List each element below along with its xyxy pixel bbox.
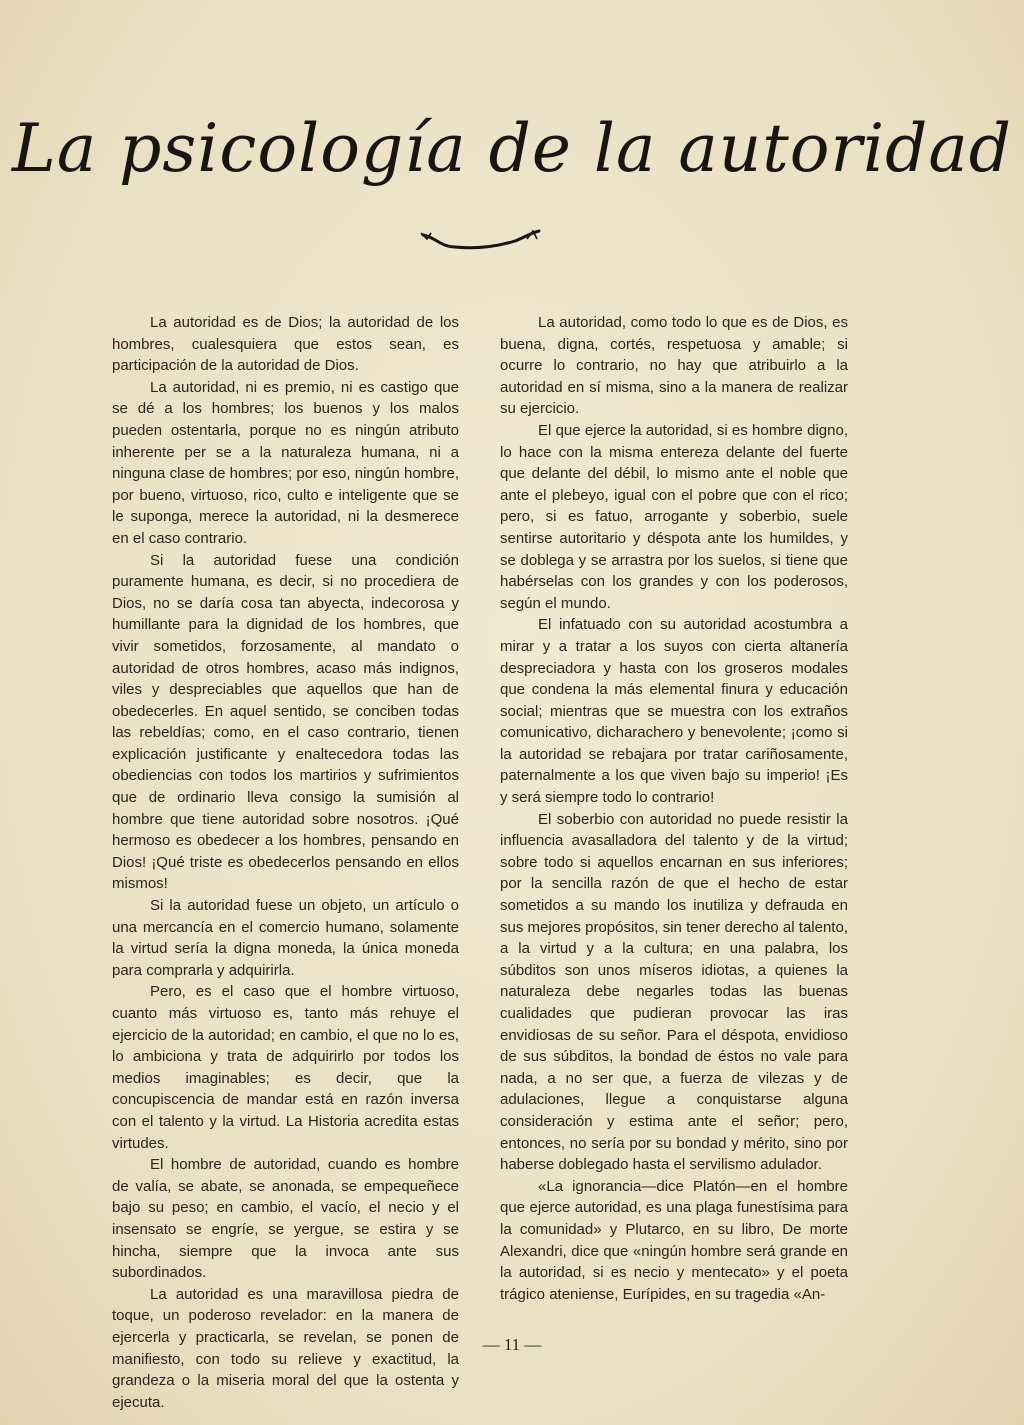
paragraph: El que ejerce la autoridad, si es hombre digno, lo hace con la misma entereza delante del fuerte que delante del débil, lo mismo ante el noble que ante el plebeyo, igual con el pobre que con el rico; pero, si es fatuo, arrogante y soberbio, suele sentirse autoritario y déspota ante los humildes, y se doblega y se arrastra por los suelos, si tiene que habérselas con los grandes y con los poderosos, según el mundo. — [500, 421, 848, 612]
left-text-column — [112, 312, 459, 1413]
paragraph: El infatuado con su autoridad acostumbra a mirar y a tratar a los suyos con cierta altanería despreciadora y hasta con los groseros modales que condena la más elemental finura y educación social; mientras que se muestra con los extraños comunicativo, dicharachero y benevolente; ¡como si la autoridad se rebajara por tratar cariñosamente, paternalmente a los que viven bajo su imperio! ¡Es y será siempre todo lo contrario! — [500, 616, 848, 807]
paragraph: La autoridad, como todo lo que es de Dios, es buena, digna, cortés, respetuosa y amable; si ocurre lo contrario, no hay que atribuirlo a la autoridad en sí misma, sino a la manera de realizar su ejercicio. — [500, 314, 848, 418]
paragraph: Pero, es el caso que el hombre virtuoso, cuanto más virtuoso es, tanto más rehuye el ejercicio de la autoridad; en cambio, el que no lo es, lo ambiciona y trata de adquirirlo por todos los medios imaginables; es decir, que la concupiscencia de mandar está en razón inversa con el talento y la virtud. La Historia acredita estas virtudes. — [112, 983, 459, 1152]
paragraph: La autoridad es una maravillosa piedra de toque, un poderoso revelador: en la manera de ejercerla y practicarla, se revelan, se ponen de manifiesto, con todo su relieve y exactitud, la grandeza o la miseria moral del que la ostenta y ejecuta. — [112, 1285, 459, 1411]
paragraph: La autoridad, ni es premio, ni es castigo que se dé a los hombres; los buenos y los malos pueden ostentarla, porque no es ningún atributo inherente per se a la naturaleza humana, ni a ninguna clase de hombres; por eso, ningún hombre, por bueno, virtuoso, rico, culto e inteligente que se le suponga, merece la autoridad, ni la desmerece en el caso contrario. — [112, 378, 459, 547]
paragraph: «La ignorancia—dice Platón—en el hombre que ejerce autoridad, es una plaga funestísima para la comunidad» y Plutarco, en su libro, De morte Alexandri, dice que «ningún hombre será grande en la autoridad, si es necio y mentecato» y el poeta trágico ateniense, Eurípides, en su tragedia «An- — [500, 1177, 848, 1303]
title-flourish-ornament — [415, 225, 545, 255]
paragraph: Si la autoridad fuese un objeto, un artículo o una mercancía en el comercio humano, solamente la virtud sería la digna moneda, la única moneda para comprarla y adquirirla. — [112, 897, 459, 979]
paragraph: La autoridad es de Dios; la autoridad de los hombres, cualesquiera que estos sean, es participación de la autoridad de Dios. — [112, 314, 459, 375]
page-number: — 11 — — [482, 1335, 542, 1354]
right-text-column — [500, 312, 848, 1305]
article-title: La psicología de la autoridad — [12, 110, 1012, 187]
paragraph: El hombre de autoridad, cuando es hombre de valía, se abate, se anonada, se empequeñece bajo su peso; en cambio, el vacío, el necio y el insensato se engríe, se yergue, se estira y se hincha, siempre que la invoca ante sus subordinados. — [112, 1156, 459, 1282]
paragraph: Si la autoridad fuese una condición puramente humana, es decir, si no procediera de Dios, no se daría cosa tan abyecta, indecorosa y humillante para la dignidad de los hombres, que vivir sometidos, forzosamente, al mandato o autoridad de otros hombres, acaso más indignos, viles y despreciables que aquellos que han de obedecerles. En aquel sentido, se conciben todas las rebeldías; como, en el caso contrario, tienen explicación justificante y enaltecedora todas las obediencias con todos los martirios y sufrimientos que de ordinario lleva consigo la sumisión al hombre que tiene autoridad sobre nosotros. ¡Qué hermoso es obedecer a los hombres, pensando en Dios! ¡Qué triste es obedecerlos pensando en ellos mismos! — [112, 551, 459, 893]
paragraph: El soberbio con autoridad no puede resistir la influencia avasalladora del talento y de la virtud; sobre todo si aquellos encarnan en sus inferiores; por la sencilla razón de que el hecho de estar sometidos a su mando los inutiliza y defrauda en sus mejores propósitos, sin tener derecho al talento, a la virtud y a la cultura; en una palabra, los súbditos son unos míseros idiotas, a quienes la naturaleza debe negarles todas las buenas cualidades que pudieran provocar las iras envidiosas de su señor. Para el déspota, envidioso de sus súbditos, la bondad de éstos no vale para nada, a no ser que, a fuerza de vilezas y de adulaciones, llegue a conquistarse alguna consideración y estima ante el señor; pero, entonces, no sería por su bondad y mérito, sino por haberse doblegado hasta el servilismo adulador. — [500, 810, 848, 1174]
